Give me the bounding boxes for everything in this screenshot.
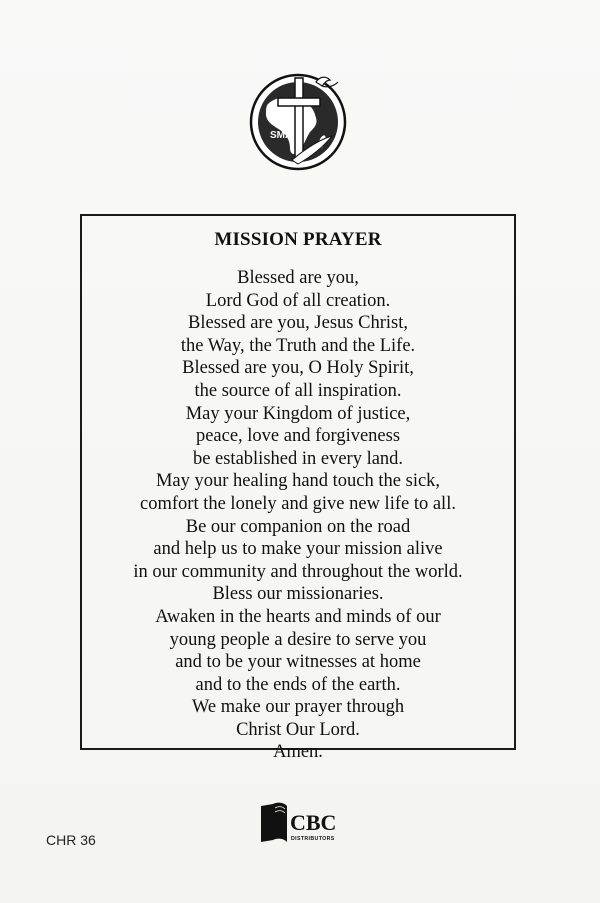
- prayer-line: Blessed are you, O Holy Spirit,: [182, 358, 414, 379]
- sma-badge-text: SMA: [270, 130, 293, 141]
- product-code: CHR 36: [46, 832, 96, 848]
- prayer-line: Bless our missionaries.: [212, 584, 384, 605]
- prayer-line: Blessed are you,: [237, 268, 359, 288]
- publisher-subtitle: DISTRIBUTORS: [291, 836, 335, 842]
- prayer-line: Be our companion on the road: [185, 516, 411, 537]
- prayer-line: We make our prayer through: [191, 697, 405, 718]
- prayer-title: MISSION PRAYER: [214, 229, 382, 250]
- prayer-line: May your healing hand touch the sick,: [155, 471, 441, 492]
- prayer-line: Awaken in the hearts and minds of our: [155, 606, 441, 627]
- prayer-line: the source of all inspiration.: [194, 380, 402, 401]
- prayer-line: Christ Our Lord.: [236, 719, 360, 740]
- prayer-line: peace, love and forgiveness: [195, 426, 401, 447]
- prayer-line: Lord God of all creation.: [205, 290, 391, 311]
- prayer-line: in our community and throughout the world.: [133, 561, 463, 582]
- cbc-distributors-logo: [259, 800, 345, 848]
- prayer-line: Amen.: [273, 742, 323, 763]
- prayer-line: the Way, the Truth and the Life.: [180, 335, 416, 356]
- prayer-line: be established in every land.: [192, 448, 404, 469]
- publisher-name: CBC: [290, 810, 337, 835]
- book-icon: [261, 803, 287, 842]
- prayer-line: young people a desire to serve you: [169, 629, 427, 650]
- prayer-line: comfort the lonely and give new life to all.: [140, 493, 456, 514]
- prayer-line: and to the ends of the earth.: [195, 674, 401, 695]
- prayer-line: and to be your witnesses at home: [175, 652, 421, 673]
- prayer-line: Blessed are you, Jesus Christ,: [188, 313, 408, 334]
- prayer-line: and help us to make your mission alive: [153, 539, 443, 560]
- prayer-box: [80, 214, 516, 763]
- prayer-line: May your Kingdom of justice,: [185, 403, 411, 424]
- prayer-text: [82, 267, 514, 764]
- sma-logo-icon: [246, 66, 354, 172]
